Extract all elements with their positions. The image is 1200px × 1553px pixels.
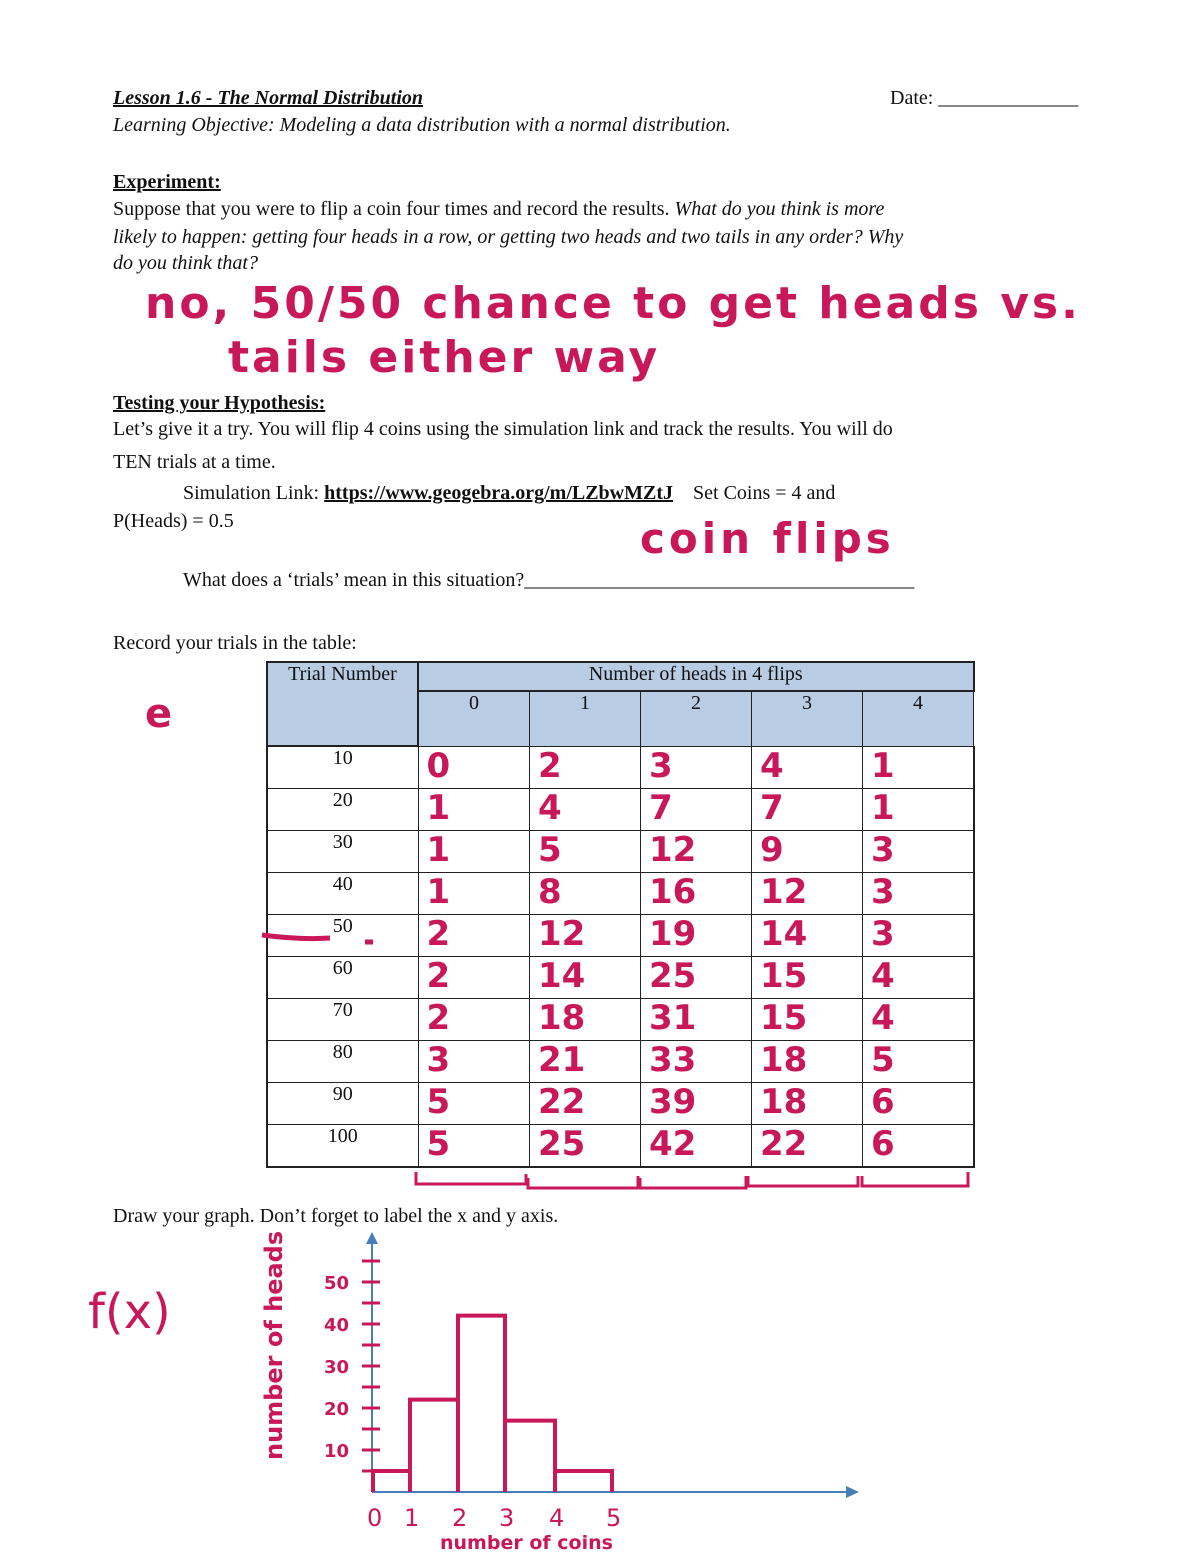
histogram-bar (373, 1471, 410, 1492)
handwritten-count: 22 (760, 1124, 808, 1164)
histogram-bar (410, 1400, 458, 1492)
handwritten-count: 1 (426, 872, 451, 912)
histogram-bar (505, 1421, 555, 1492)
trial-number: 70 (267, 999, 418, 1041)
group-header: Number of heads in 4 flips (418, 662, 974, 691)
y-tick-label: 30 (324, 1357, 350, 1378)
column-header: 2 (641, 691, 752, 746)
link-label: Simulation Link: (183, 482, 320, 504)
question-text: What does a ‘trials’ mean in this situation? (183, 569, 525, 591)
handwritten-answer-line2: tails either way (228, 332, 661, 383)
handwritten-count: 8 (538, 872, 562, 912)
handwritten-count: 2 (426, 914, 451, 954)
handwritten-count: 12 (538, 914, 586, 954)
hypothesis-heading: Testing your Hypothesis: (113, 392, 326, 414)
handwritten-fx: f(x) (88, 1284, 171, 1340)
x-tick-label: 4 (549, 1504, 565, 1532)
lesson-title: Lesson 1.6 - The Normal Distribution (113, 87, 424, 109)
trial-number: 100 (267, 1125, 418, 1168)
x-tick-label: 1 (404, 1504, 420, 1532)
handwritten-count: 1 (871, 745, 895, 786)
trial-number-header: Trial Number (267, 662, 418, 746)
x-tick-label: 3 (499, 1504, 515, 1532)
table-intro: Record your trials in the table: (113, 632, 357, 654)
handwritten-count: 22 (538, 1082, 586, 1122)
handwritten-count: 1 (871, 788, 895, 828)
handwritten-trials-answer: coin flips (640, 514, 895, 563)
experiment-question-line3: do you think that? (113, 252, 258, 274)
experiment-plain: Suppose that you were to flip a coin four times and record the results. (113, 198, 670, 220)
handwritten-answer-line1: no, 50/50 chance to get heads vs. (145, 278, 1081, 329)
handwritten-count: 1 (426, 788, 451, 828)
handwritten-count: 3 (649, 745, 673, 786)
trial-number: 60 (267, 957, 418, 999)
y-axis-arrow (366, 1232, 378, 1244)
link-after: Set Coins = 4 and (693, 482, 836, 504)
handwritten-count: 3 (871, 830, 895, 870)
answer-blank[interactable]: _______________________________________ (524, 569, 915, 591)
column-header: 1 (530, 691, 641, 746)
x-tick-label: 2 (452, 1504, 468, 1532)
histogram-bar (555, 1471, 612, 1492)
column-header: 3 (752, 691, 863, 746)
handwritten-count: 3 (871, 914, 895, 954)
handwritten-count: 6 (871, 1082, 895, 1122)
handwritten-count: 3 (871, 872, 895, 912)
hypothesis-line1: Let’s give it a try. You will flip 4 coins using the simulation link and track the results. You will do (113, 418, 893, 440)
trial-number: 90 (267, 1083, 418, 1125)
x-tick-label: 0 (367, 1504, 383, 1532)
trial-number: 30 (267, 831, 418, 873)
handwritten-count: 2 (538, 745, 562, 786)
y-tick-label: 40 (324, 1315, 350, 1336)
trial-number: 20 (267, 789, 418, 831)
handwritten-count: 18 (760, 1082, 808, 1122)
experiment-heading: Experiment: (113, 171, 221, 193)
handwritten-count: 14 (760, 914, 808, 954)
column-header: 4 (863, 691, 974, 746)
handwritten-count: 14 (538, 956, 586, 996)
trial-number: 80 (267, 1041, 418, 1083)
experiment-question: What do you think is more (674, 198, 885, 220)
handwritten-count: 12 (760, 872, 808, 912)
handwritten-count: 5 (538, 830, 562, 870)
handwritten-count: 12 (649, 830, 697, 870)
handwritten-count: 4 (538, 788, 562, 828)
handwritten-count: 7 (649, 788, 673, 828)
handwritten-count: 4 (760, 745, 784, 786)
hypothesis-line2: TEN trials at a time. (113, 451, 276, 473)
handwritten-count: 18 (760, 1040, 808, 1080)
learning-objective: Learning Objective: Modeling a data distribution with a normal distribution. (113, 114, 731, 136)
handwritten-count: 5 (426, 1082, 451, 1122)
handwritten-count: 21 (538, 1040, 586, 1080)
column-header: 0 (418, 691, 530, 746)
handwritten-count: 42 (649, 1124, 697, 1164)
simulation-link[interactable]: https://www.geogebra.org/m/LZbwMZtJ (324, 482, 674, 504)
handwritten-count: 5 (426, 1124, 451, 1164)
handwritten-side-mark: e (145, 691, 173, 737)
y-tick-label: 50 (324, 1273, 350, 1294)
handwritten-count: 1 (426, 830, 451, 870)
handwritten-count: 3 (426, 1040, 451, 1080)
handwritten-count: 0 (426, 745, 451, 786)
handwritten-count: 25 (649, 956, 697, 996)
date-field[interactable]: Date: ______________ (890, 87, 1079, 109)
handwritten-count: 19 (649, 914, 697, 954)
y-axis-label: number of heads (260, 1230, 288, 1460)
trial-number: 40 (267, 873, 418, 915)
handwritten-count: 16 (649, 872, 697, 912)
histogram-bar (458, 1316, 505, 1492)
x-tick-label: 5 (606, 1504, 622, 1532)
handwritten-count: 25 (538, 1124, 586, 1164)
handwritten-count: 33 (649, 1040, 697, 1080)
handwritten-count: 18 (538, 998, 586, 1038)
handwritten-count: 31 (649, 998, 697, 1038)
trial-number: 10 (267, 746, 418, 789)
handwritten-count: 15 (760, 998, 808, 1038)
handwritten-count: 9 (760, 830, 784, 870)
handwritten-count: 7 (760, 788, 784, 828)
handwritten-count: 2 (426, 956, 451, 996)
handwritten-count: 15 (760, 956, 808, 996)
handwritten-count: 5 (871, 1040, 895, 1080)
handwritten-count: 2 (426, 998, 451, 1038)
y-tick-label: 10 (324, 1441, 350, 1462)
handwritten-count: 6 (871, 1124, 895, 1164)
x-axis-arrow (846, 1486, 859, 1498)
y-tick-label: 20 (324, 1399, 350, 1420)
p-heads: P(Heads) = 0.5 (113, 510, 234, 532)
experiment-question-line2: likely to happen: getting four heads in a row, or getting two heads and two tails in any order? Why (113, 226, 904, 248)
handwritten-count: 39 (649, 1082, 697, 1122)
handwritten-count: 4 (871, 998, 895, 1038)
x-axis-label: number of coins (440, 1532, 613, 1553)
graph-instruction: Draw your graph. Don’t forget to label the x and y axis. (113, 1205, 559, 1227)
handwritten-count: 4 (871, 956, 895, 996)
trial-number: 50 (267, 915, 418, 957)
